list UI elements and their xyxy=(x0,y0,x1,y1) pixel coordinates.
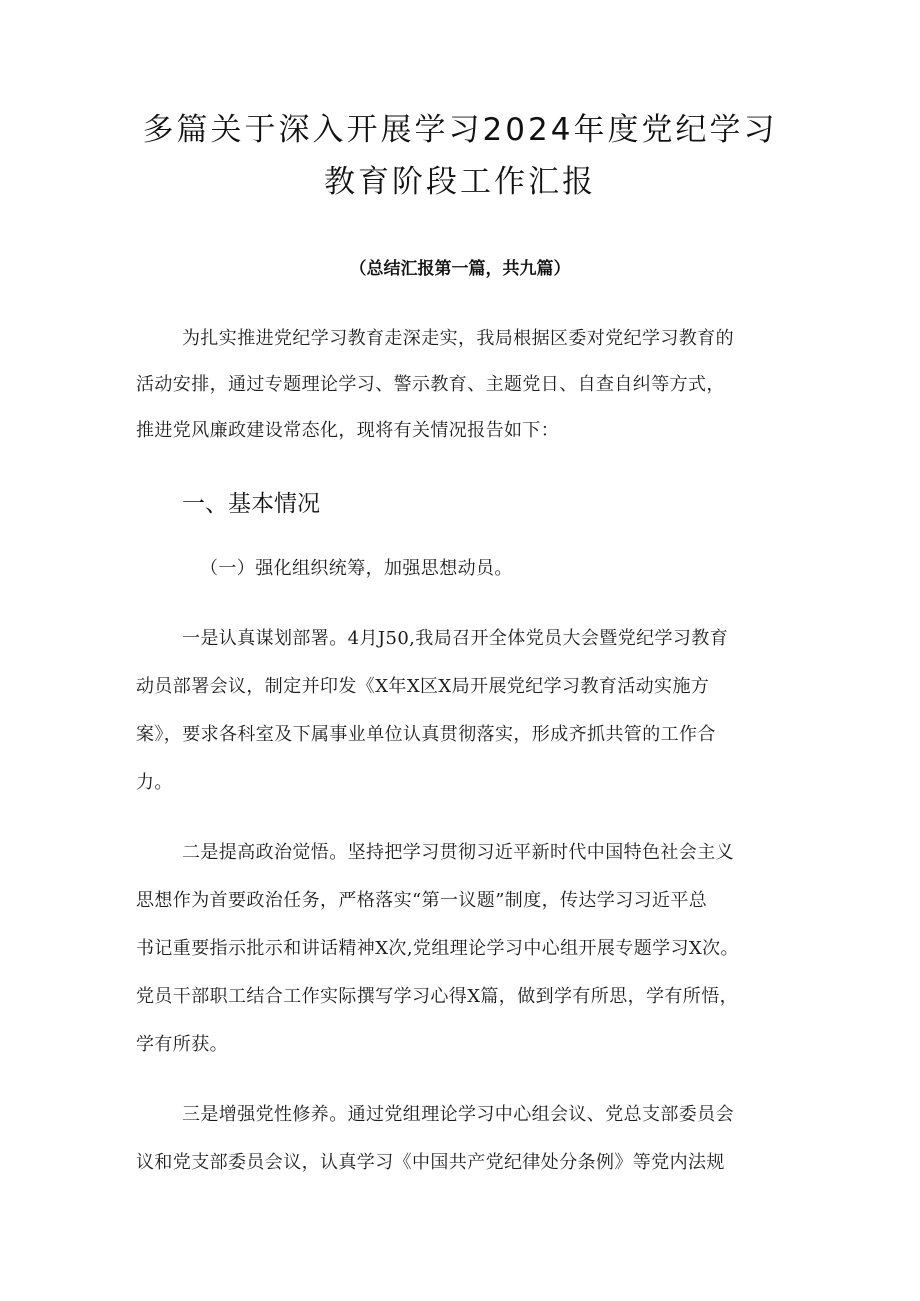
paragraph-line: 案》，要求各科室及下属事业单位认真贯彻落实，形成齐抓共管的工作合 xyxy=(136,724,716,745)
paragraph-line: 书记重要指示批示和讲话精神X次,党组理论学习中心组开展专题学习X次。 xyxy=(136,938,739,959)
section-heading: 一、基本情况 xyxy=(182,491,320,517)
intro-line: 活动安排，通过专题理论学习、警示教育、主题党日、自查自纠等方式， xyxy=(136,374,725,395)
document-title-line-1: 多篇关于深入开展学习2024年度党纪学习 xyxy=(142,112,778,148)
paragraph-line: 议和党支部委员会议，认真学习《中国共产党纪律处分条例》等党内法规 xyxy=(136,1152,725,1173)
paragraph-line: 一是认真谋划部署。4月J50,我局召开全体党员大会暨党纪学习教育 xyxy=(182,628,729,649)
paragraph-line: 动员部署会议，制定并印发《X年X区X局开展党纪学习教育活动实施方 xyxy=(136,676,710,697)
paragraph-line: 学有所获。 xyxy=(136,1034,228,1055)
document-title-line-2: 教育阶段工作汇报 xyxy=(324,164,596,200)
intro-line: 推进党风廉政建设常态化，现将有关情况报告如下： xyxy=(136,420,560,441)
paragraph-line: 党员干部职工结合工作实际撰写学习心得X篇，做到学有所思，学有所悟， xyxy=(136,986,739,1007)
subsection-heading: （一）强化组织统筹，加强思想动员。 xyxy=(200,558,513,579)
paragraph-line: 二是提高政治觉悟。坚持把学习贯彻习近平新时代中国特色社会主义 xyxy=(182,842,734,863)
paragraph-line: 三是增强党性修养。通过党组理论学习中心组会议、党总支部委员会 xyxy=(182,1104,734,1125)
paragraph-line: 力。 xyxy=(136,772,173,793)
intro-line: 为扎实推进党纪学习教育走深走实，我局根据区委对党纪学习教育的 xyxy=(182,328,734,349)
document-subtitle: （总结汇报第一篇，共九篇） xyxy=(349,259,571,279)
paragraph-line: 思想作为首要政治任务，严格落实“第一议题”制度，传达学习习近平总 xyxy=(136,890,708,911)
